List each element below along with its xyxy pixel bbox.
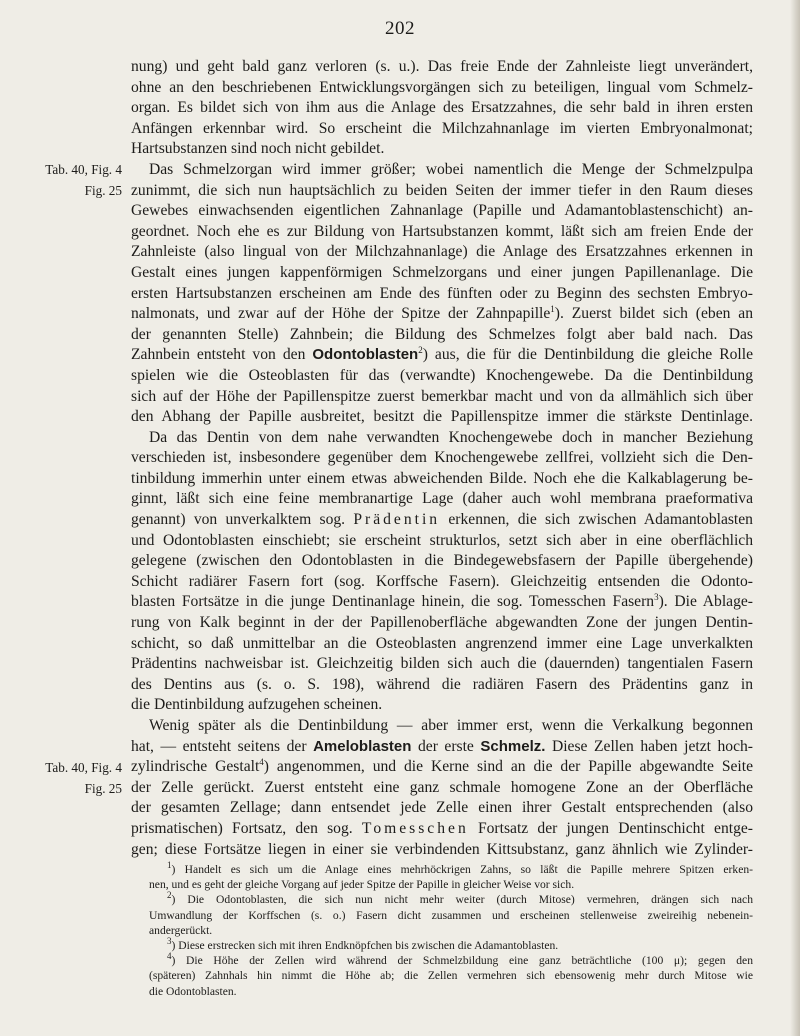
text-run: genannt) von unverkalktem sog. [131, 511, 354, 529]
text-line: verschieden ist, insbesondere gegenüber dem Knochengewebe zellfrei, vollzieht sich die Den- [131, 449, 753, 467]
text-line: des Dentins aus (s. o. S. 198), während die radiären Fasern des Prädentins ganz in [131, 675, 753, 693]
text-run: ) Handelt es sich um die Anlage eines mehrhöckrigen Zahns, so läßt die Papille mehrere Spitzen erken- [171, 863, 753, 876]
text-line: Prädentins nachweisbar ist. Gleichzeitig bilden sich auch die (dauernden) tangentialen Fasern [131, 655, 753, 673]
text-run: hat, — entsteht seitens der [131, 737, 314, 755]
margin-note-tab-40-fig-4: Tab. 40, Fig. 4 [45, 162, 122, 177]
text-line: Gestalt eines jungen kappenförmigen Schmelzorgans und einer jungen Papillenanlage. Die [131, 263, 753, 281]
term-odontoblasten: Odontoblasten [312, 346, 419, 364]
footnote-mark: 3 [167, 936, 172, 947]
text-line [131, 304, 753, 325]
footnote-3 [131, 938, 753, 953]
paragraph-3 [131, 716, 753, 860]
page-number: 202 [385, 18, 415, 39]
text-run: ). Zuerst bildet sich (eben an [554, 305, 754, 323]
term-praedentin: Prädentin [353, 511, 441, 529]
text-line: gen; diese Fortsätze liegen in einer sie verbindenden Kittsubstanz, ganz ähnlich wie Zylinder- [131, 840, 753, 858]
text-line: Anfängen erkennbar wird. So erscheint die Milchzahnanlage im vierten Embryonalmonat; [131, 119, 753, 137]
text-line [131, 592, 753, 613]
text-line: der genannten Stelle) Zahnbein; die Bildung des Schmelzes folgt aber bald nach. Das [131, 325, 753, 343]
footnote-1 [131, 862, 753, 892]
text-line: Schicht radiärer Fasern fort (sog. Korffsche Fasern). Gleichzeitig entsenden die Odonto- [131, 572, 753, 590]
text-line: schicht, so daß unmittelbar an die Osteoblasten angrenzend immer eine Lage unverkalkten [131, 634, 753, 652]
footnote-line [131, 953, 753, 968]
main-text [131, 57, 753, 860]
text-run: ). Die Ablage- [658, 593, 753, 611]
text-line: ohne an den beschriebenen Entwicklungsvorgängen sich zu beteiligen, lingual vom Schmelz- [131, 78, 753, 96]
footnote-line: (späteren) Zahnhals hin nimmt die Höhe ab; die Zellen vermehren sich ebensowenig mehr durch Mitose wie [149, 969, 753, 983]
text-line: ginnt, läßt sich eine feine membranartige Lage (daher auch wohl membrana praeformativa [131, 490, 753, 508]
text-line: organ. Es bildet sich von ihm aus die Anlage des Ersatzzahnes, die sehr bald in ihren ersten [131, 99, 753, 117]
text-line: der Zelle gerückt. Zuerst entsteht eine ganz schmale homogene Zone an der Oberfläche [131, 778, 753, 796]
text-line: tinbildung immerhin unter einem etwas abweichenden Bilde. Noch ehe die Kalkablagerung be- [131, 469, 753, 487]
text-line: spielen wie die Osteoblasten für das (verwandte) Knochengewebe. Da die Dentinbildung [131, 366, 753, 384]
footnote-2 [131, 892, 753, 938]
text-run: erkennen, die sich zwischen Adamantoblasten [440, 511, 753, 529]
text-line: ersten Hartsubstanzen erscheinen am Ende des fünften oder zu Beginn des sechsten Embryo- [131, 284, 753, 302]
text-line: die Dentinbildung aufzugehen scheinen. [131, 696, 383, 714]
text-run: ) Diese erstrecken sich mit ihren Endknöpfchen bis zwischen die Adamantoblasten. [171, 939, 559, 953]
text-line [131, 757, 753, 778]
text-run: ) angenommen, und die Kerne sind an die der Papille abgewandte Seite [263, 758, 753, 776]
text-run: Diese Zellen haben jetzt hoch- [545, 737, 754, 755]
text-run: der erste [411, 737, 481, 755]
text-line: rung von Kalk beginnt in der der Papillenoberfläche abgewandten Zone der jungen Dentin- [131, 614, 753, 632]
text-run: prismatischen) Fortsatz, den sog. [131, 819, 362, 837]
text-run: ) aus, die für die Dentinbildung die gleiche Rolle [422, 346, 754, 364]
paragraph-1 [131, 57, 753, 160]
term-ameloblasten: Ameloblasten [313, 737, 412, 755]
text-line: Gewebes einwachsenden eigentlichen Zahnanlage (Papille und Adamantoblastenschicht) an- [131, 202, 753, 220]
text-line: Hartsubstanzen sind noch nicht gebildet. [131, 140, 385, 158]
text-line [131, 737, 753, 758]
term-schmelz: Schmelz. [480, 737, 546, 755]
footnote-ref[interactable]: 4 [259, 757, 264, 767]
term-tomesschen: Tomesschen [361, 819, 469, 837]
text-line: Das Schmelzorgan wird immer größer; wobei namentlich die Menge der Schmelzpulpa [149, 160, 753, 178]
footnote-mark: 4 [167, 951, 172, 962]
text-run: blasten Fortsätze in die junge Dentinanlage hinein, die sog. Tomesschen Fasern [131, 593, 655, 611]
text-run: zylindrische Gestalt [131, 758, 260, 776]
margin-note-tab-40-fig-4: Tab. 40, Fig. 4 [45, 760, 122, 775]
text-line: geordnet. Noch ehe es zur Bildung von Hartsubstanzen kommt, läßt sich am freien Ende der [131, 222, 753, 240]
text-run: Fortsatz der jungen Dentinschicht entge- [468, 819, 753, 837]
margin-note-fig-25: Fig. 25 [84, 781, 122, 796]
footnote-line: Umwandlung der Korffschen (s. o.) Fasern dicht zusammen und erscheinen stellenweise zweireihig nebenein- [149, 908, 753, 922]
text-line [131, 510, 753, 531]
text-run: ) Die Odontoblasten, die sich nun nicht mehr weiter (durch Mitose) vermehren, drängen sich nach [171, 893, 753, 907]
text-line: der gesamten Zellage; dann entsendet jede Zelle einen ihrer Gestalt entsprechenden (also [131, 799, 753, 817]
footnote-mark: 2 [167, 890, 172, 901]
footnote-line [131, 862, 753, 877]
text-line: Zahnleiste (also lingual von der Milchzahnanlage) die Anlage des Ersatzzahnes erkennen in [131, 243, 753, 261]
footnote-line [131, 892, 753, 907]
footnote-ref[interactable]: 3 [654, 592, 659, 603]
text-line: und Odontoblasten einschiebt; sie erscheint strukturlos, setzt sich aber in eine oberflächlich [131, 531, 753, 549]
footnotes [131, 862, 753, 999]
footnote-ref[interactable]: 2 [418, 345, 423, 356]
text-line: Da das Dentin von dem nahe verwandten Knochengewebe doch in mancher Beziehung [149, 428, 753, 446]
text-line: gelegene (zwischen den Odontoblasten in die Bindegewebsfasern der Papille übergehende) [131, 552, 753, 570]
footnote-line: andergerückt. [149, 923, 213, 937]
text-line: nung) und geht bald ganz verloren (s. u.). Das freie Ende der Zahnleiste liegt unverändert, [131, 58, 753, 75]
paragraph-2 [131, 160, 753, 716]
text-run: nalmonats, und zwar auf der Höhe der Spitze der Zahnpapille [131, 305, 551, 323]
footnote-mark: 1 [167, 860, 172, 871]
text-line: sich auf der Höhe der Papillenspitze zuerst bemerkbar macht und von da allmählich sich über [131, 387, 753, 405]
margin-note-fig-25: Fig. 25 [84, 183, 122, 198]
text-line: den Abhang der Papille ausbreitet, besitzt die Papillenspitze immer die stärkste Dentinlage. [131, 408, 753, 426]
footnote-ref[interactable]: 1 [550, 303, 555, 314]
footnote-line [131, 938, 753, 953]
text-run: ) Die Höhe der Zellen wird während der Schmelzbildung eine ganz beträchtliche (100 μ); gegen den [171, 954, 753, 968]
page-edge-shadow [790, 0, 800, 1036]
text-line [131, 819, 753, 840]
text-line: zunimmt, die sich nun hauptsächlich zu beiden Seiten der immer tiefer in den Raum dieses [131, 181, 753, 199]
text-run: Zahnbein entsteht von den [131, 346, 313, 364]
footnote-line: nen, und es geht der gleiche Vorgang auf jeder Spitze der Papille in gleicher Weise vor sich. [149, 878, 575, 892]
text-line: Wenig später als die Dentinbildung — aber immer erst, wenn die Verkalkung begonnen [149, 717, 753, 734]
footnote-4 [131, 953, 753, 999]
text-line [131, 345, 753, 366]
footnote-line: die Odontoblasten. [149, 984, 237, 998]
